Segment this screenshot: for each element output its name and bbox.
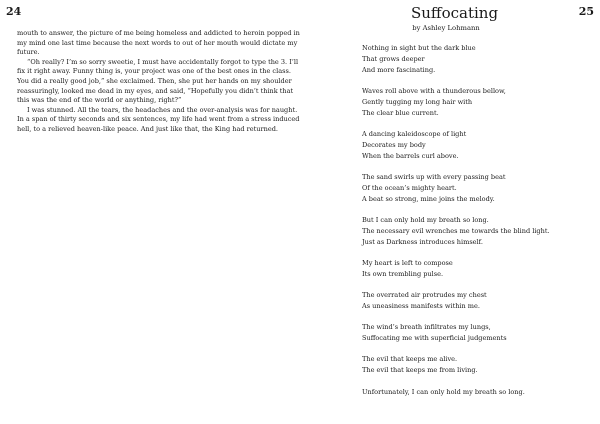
poem-stanza (362, 215, 594, 247)
poem-line: That grows deeper (362, 54, 425, 63)
poem-line: Nothing in sight but the dark blue (362, 44, 476, 52)
poem-line: Just as Darkness introduces himself. (362, 237, 483, 246)
prose-line: future. (17, 48, 40, 57)
prose-body (17, 29, 300, 135)
poem-line: And more fascinating. (362, 65, 436, 74)
prose-line: this was the end of the world or anything, right?” (17, 96, 182, 105)
poem-line: The clear blue current. (362, 108, 439, 117)
poem-stanza (362, 322, 594, 344)
poem-author: by Ashley Lohmann (412, 24, 480, 32)
poem-line: Of the ocean’s mighty heart. (362, 183, 457, 192)
prose-line: In a span of thirty seconds and six sentences, my life had went from a stress induced (17, 115, 300, 124)
prose-line: hell, to a relieved heaven-like peace. And just like that, the King had returned. (17, 124, 278, 133)
poem-line: A beat so strong, mine joins the melody. (362, 194, 495, 203)
poem-line: The evil that keeps me from living. (362, 366, 478, 375)
page-number-right: 25 (578, 5, 594, 18)
prose-line: “Oh really? I’m so sorry sweetie, I must have accidentally forgot to type the 3. I’ll (27, 57, 299, 66)
poem-line: Decorates my body (362, 140, 426, 149)
poem-line: Suffocating me with superficial judgements (362, 334, 507, 343)
poem-line: A dancing kaleidoscope of light (362, 129, 467, 138)
poem-line: When the barrels curl above. (362, 151, 459, 160)
prose-line: reassuringly, looked me dead in my eyes, and said, “Hopefully you didn’t think that (17, 86, 294, 95)
prose-paragraph (17, 57, 299, 106)
poem-line: The wind’s breath infiltrates my lungs, (362, 323, 491, 332)
poem-stanza (362, 129, 594, 161)
poem-line: But I can only hold my breath so long. (362, 215, 489, 224)
prose-line: You did a really good job,” she exclaimed. Then, she put her hands on my shoulder (17, 76, 292, 85)
poem-stanza (362, 354, 594, 376)
prose-line: mouth to answer, the picture of me being homeless and addicted to heroin popped in (17, 29, 300, 37)
poem-line: The necessary evil wrenches me towards the blind light. (362, 226, 550, 235)
poem-title: Suffocating (411, 4, 499, 22)
prose-line: my mind one last time because the next words to out of her mouth would dictate my (17, 38, 298, 47)
poem-stanza (362, 387, 594, 398)
poem-stanza (362, 43, 594, 75)
prose-paragraph (17, 29, 300, 58)
poem-line: Its own trembling pulse. (362, 269, 444, 278)
poem-stanza (362, 86, 594, 118)
poem-line: Gently tugging my long hair with (362, 97, 473, 106)
prose-paragraph (17, 105, 300, 135)
prose-line: fix it right away. Funny thing is, your project was one of the best ones in the class. (17, 67, 291, 76)
poem-stanza (362, 290, 594, 312)
poem-line: The sand swirls up with every passing beat (362, 172, 506, 181)
poem-stanza (362, 172, 594, 204)
poem-body (362, 43, 594, 408)
poem-line: Waves roll above with a thunderous bellow, (362, 86, 506, 95)
page-number-left: 24 (6, 5, 22, 18)
poem-line: My heart is left to compose (362, 258, 453, 267)
poem-stanza (362, 258, 594, 280)
poem-line: Unfortunately, I can only hold my breath so long. (362, 387, 525, 396)
poem-line: The overrated air protrudes my chest (362, 291, 487, 300)
prose-line: I was stunned. All the tears, the headaches and the over-analysis was for naught. (27, 105, 298, 114)
poem-line: As uneasiness manifests within me. (362, 301, 480, 310)
poem-line: The evil that keeps me alive. (362, 355, 458, 364)
